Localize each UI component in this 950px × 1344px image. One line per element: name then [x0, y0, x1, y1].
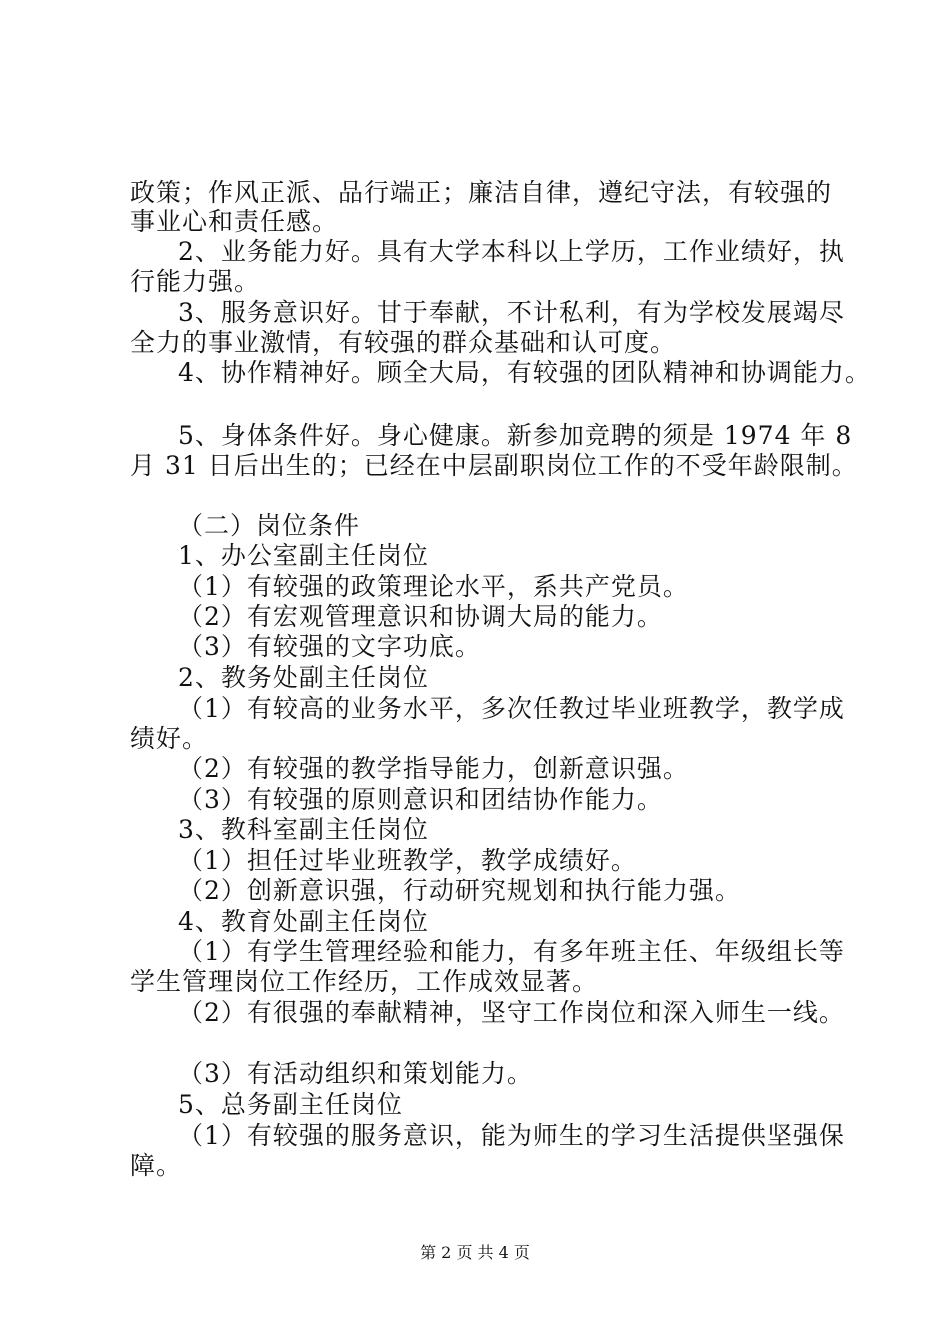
- text-line: （1）有较强的服务意识，能为师生的学习生活提供坚强保: [178, 1121, 845, 1150]
- text-line: （1）有学生管理经验和能力，有多年班主任、年级组长等: [178, 937, 845, 966]
- text-line: 障。: [130, 1151, 183, 1180]
- text-line: （3）有较强的文字功底。: [178, 632, 481, 661]
- text-line: 学生管理岗位工作经历，工作成效显著。: [130, 967, 599, 996]
- subsection-heading: 2、教务处副主任岗位: [178, 663, 429, 692]
- text-line: 事业心和责任感。: [130, 207, 339, 236]
- text-line: 月 31 日后出生的；已经在中层副职岗位工作的不受年龄限制。: [130, 451, 858, 480]
- text-line: 行能力强。: [130, 267, 261, 296]
- section-heading: （二）岗位条件: [178, 511, 361, 540]
- text-line: （2）有宏观管理意识和协调大局的能力。: [178, 602, 663, 631]
- page-footer: 第 2 页 共 4 页: [420, 1243, 530, 1262]
- text-line: 3、服务意识好。甘于奉献，不计私利，有为学校发展竭尽: [178, 298, 845, 327]
- text-line: （1）有较强的政策理论水平，系共产党员。: [178, 572, 689, 601]
- subsection-heading: 4、教育处副主任岗位: [178, 907, 429, 936]
- text-line: （2）有很强的奉献精神，坚守工作岗位和深入师生一线。: [178, 998, 845, 1027]
- text-line: 4、协作精神好。顾全大局，有较强的团队精神和协调能力。: [178, 358, 871, 387]
- text-line: （1）有较高的业务水平，多次任教过毕业班教学，教学成: [178, 694, 845, 723]
- text-line: （2）有较强的教学指导能力，创新意识强。: [178, 754, 689, 783]
- text-line: （1）担任过毕业班教学，教学成绩好。: [178, 846, 637, 875]
- text-line: （3）有较强的原则意识和团结协作能力。: [178, 785, 663, 814]
- text-line: 2、业务能力好。具有大学本科以上学历，工作业绩好，执: [178, 237, 845, 266]
- text-line: 5、身体条件好。身心健康。新参加竞聘的须是 1974 年 8: [178, 421, 853, 450]
- text-line: 政策；作风正派、品行端正；廉洁自律，遵纪守法，有较强的: [130, 178, 833, 207]
- text-line: 全力的事业激情，有较强的群众基础和认可度。: [130, 328, 677, 357]
- text-line: 绩好。: [130, 724, 209, 753]
- text-line: （3）有活动组织和策划能力。: [178, 1059, 533, 1088]
- subsection-heading: 1、办公室副主任岗位: [178, 541, 429, 570]
- subsection-heading: 3、教科室副主任岗位: [178, 815, 429, 844]
- text-line: （2）创新意识强，行动研究规划和执行能力强。: [178, 876, 741, 905]
- subsection-heading: 5、总务副主任岗位: [178, 1090, 403, 1119]
